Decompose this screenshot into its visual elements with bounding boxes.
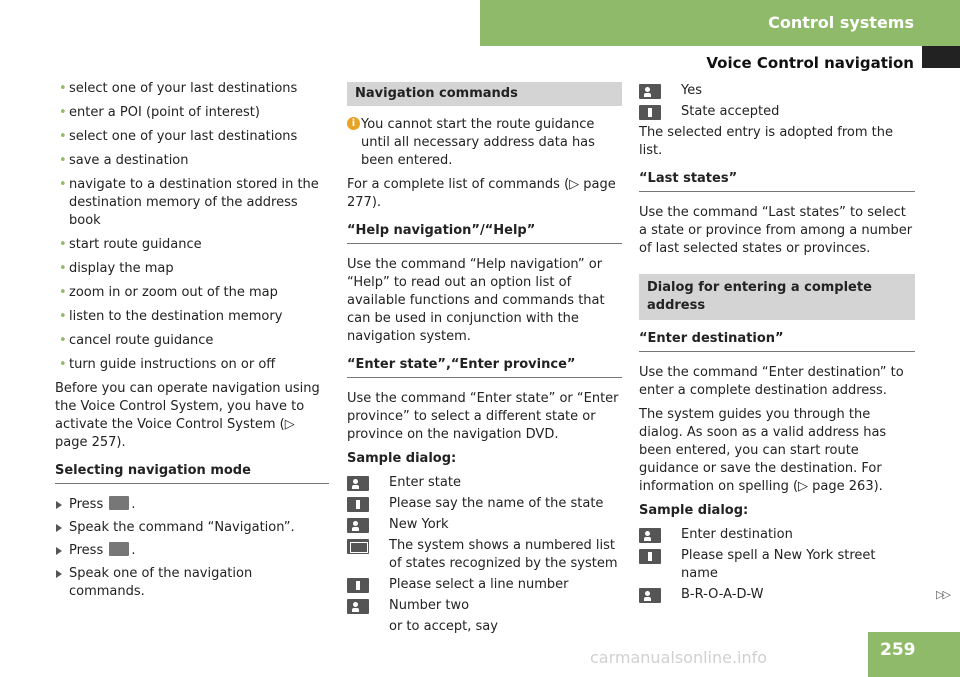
list-item: • zoom in or zoom out of the map [55,284,329,302]
paragraph: Use the command “Enter destination” to enter a complete destination address. [639,365,904,398]
paragraph: The system guides you through the dialog. As soon as a valid address has been entered, you can start route guidance or save the destination. For information on spelling (▷ page 263). [639,407,887,494]
user-voice-icon [639,588,661,603]
section-title: Control systems [768,13,914,32]
section-heading: “Help navigation”/“Help” [347,222,622,244]
list-item: • enter a POI (point of interest) [55,104,329,122]
continue-arrows-icon: ▷▷ [936,588,949,601]
user-voice-icon [347,518,369,533]
section-heading: “Enter state”,“Enter province” [347,356,622,378]
list-item: • listen to the destination memory [55,308,329,326]
display-screen-icon [347,539,369,554]
user-voice-icon [639,528,661,543]
column-left [55,80,329,606]
paragraph: The selected entry is adopted from the list. [639,125,893,158]
talk-button-icon [109,542,129,556]
dialog-line: Please say the name of the state [347,495,622,513]
system-speaker-icon [639,549,661,564]
dialog-line: Please select a line number [347,576,622,594]
step-item: Press . [55,496,329,514]
user-voice-icon [639,84,661,99]
list-item: • select one of your last destinations [55,128,329,146]
info-icon: i [347,117,360,130]
list-item: • select one of your last destinations [55,80,329,98]
paragraph: Use the command “Help navigation” or “Help” to read out an option list of available functions and commands that can be used in conjunction with the navigation system. [347,257,605,344]
section-header-bar [480,0,960,46]
watermark: carmanualsonline.info [590,648,768,667]
dialog-line: New York [347,516,622,534]
user-voice-icon [347,599,369,614]
section-heading: Selecting navigation mode [55,462,329,484]
step-item: Speak the command “Navigation”. [55,519,329,537]
list-item: • save a destination [55,152,329,170]
step-item: Speak one of the navigation commands. [55,565,329,601]
paragraph: Use the command “Last states” to select a state or province from among a number of last selected states or provinces. [639,205,913,256]
step-item: Press . [55,542,329,560]
page-number: 259 [868,632,960,677]
talk-button-icon [109,496,129,510]
dialog-line: Enter state [347,474,622,492]
list-item: • start route guidance [55,236,329,254]
list-item: • turn guide instructions on or off [55,356,329,374]
dialog-line: Enter destination [639,526,915,544]
section-heading: “Enter destination” [639,330,915,352]
dialog-line: The system shows a numbered list of states recognized by the system [347,537,622,573]
list-item: • navigate to a destination stored in the destination memory of the address book [55,176,329,230]
box-heading: Navigation commands [347,82,622,106]
sample-label: Sample dialog: [639,503,749,518]
system-speaker-icon [347,497,369,512]
dialog-line: State accepted [639,103,915,121]
paragraph: Use the command “Enter state” or “Enter province” to select a different state or province on the navigation DVD. [347,391,619,442]
system-speaker-icon [639,105,661,120]
dialog-line: Number two [347,597,622,615]
list-item: • display the map [55,260,329,278]
column-middle [347,82,622,639]
box-heading: Dialog for entering a complete address [639,274,915,320]
paragraph: For a complete list of commands (▷ page 277). [347,177,616,210]
user-voice-icon [347,476,369,491]
sample-label: Sample dialog: [347,451,457,466]
dialog-line: Yes [639,82,915,100]
dialog-line: B-R-O-A-D-W [639,586,915,604]
page-subtitle: Voice Control navigation [706,54,914,72]
section-heading: “Last states” [639,170,915,192]
intro-paragraph: Before you can operate navigation using the Voice Control System, you have to activate the Voice Control System (▷ page 257). [55,381,320,450]
dialog-line: Please spell a New York street name [639,547,915,583]
column-right [639,82,915,607]
chapter-tab [922,46,960,68]
list-item: • cancel route guidance [55,332,329,350]
dialog-line: or to accept, say [389,619,498,634]
system-speaker-icon [347,578,369,593]
info-note: i You cannot start the route guidance until all necessary address data has been entered. [347,116,622,170]
